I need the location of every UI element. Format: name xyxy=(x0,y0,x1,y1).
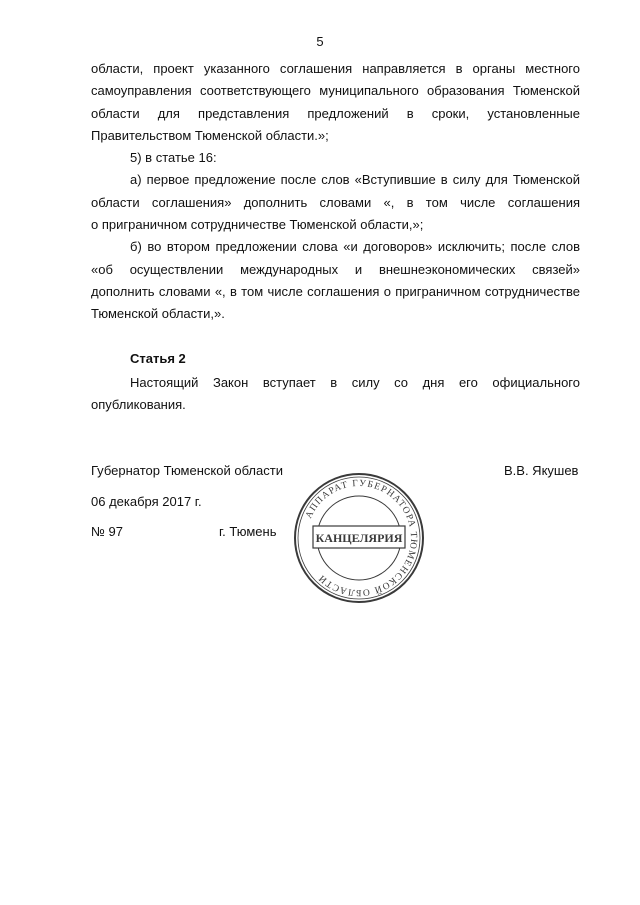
body-line: области соглашения» дополнить словами «, в том числе соглашения xyxy=(91,194,580,210)
document-number: № 97 xyxy=(91,524,124,539)
body-line: а) первое предложение после слов «Вступившие в силу для Тюменской xyxy=(130,172,580,188)
body-line: Тюменской области,». xyxy=(91,306,225,322)
article-line: Настоящий Закон вступает в силу со дня его официального xyxy=(130,375,580,390)
body-line: 5) в статье 16: xyxy=(130,150,217,166)
body-line: Правительством Тюменской области.»; xyxy=(91,127,329,143)
document-city: г. Тюмень xyxy=(219,524,277,539)
seal-center-text: КАНЦЕЛЯРИЯ xyxy=(315,531,403,545)
body-line: самоуправления соответствующего муниципального образования Тюменской xyxy=(91,83,580,99)
document-body xyxy=(91,58,580,326)
official-seal xyxy=(291,470,427,606)
page-number: 5 xyxy=(316,34,324,49)
article-line: опубликования. xyxy=(91,397,186,413)
article-text xyxy=(91,372,580,417)
body-line: области, проект указанного соглашения направляется в органы местного xyxy=(91,61,580,76)
article-heading: Статья 2 xyxy=(130,351,186,366)
body-line: дополнить словами «, в том числе соглашения о приграничном сотрудничестве xyxy=(91,283,580,299)
body-line: «об осуществлении международных и внешнеэкономических связей» xyxy=(91,261,580,277)
body-line: о приграничном сотрудничестве Тюменской области,»; xyxy=(91,217,424,233)
document-date: 06 декабря 2017 г. xyxy=(91,494,202,509)
body-line: б) во втором предложении слова «и договоров» исключить; после слов xyxy=(130,239,580,255)
signatory-name: В.В. Якушев xyxy=(504,463,579,478)
signatory-position: Губернатор Тюменской области xyxy=(91,463,283,478)
body-line: области для представления предложений в сроки, установленные xyxy=(91,105,580,121)
seal-ring-text: АППАРАТ ГУБЕРНАТОРА ТЮМЕНСКОЙ ОБЛАСТИ xyxy=(304,478,419,598)
